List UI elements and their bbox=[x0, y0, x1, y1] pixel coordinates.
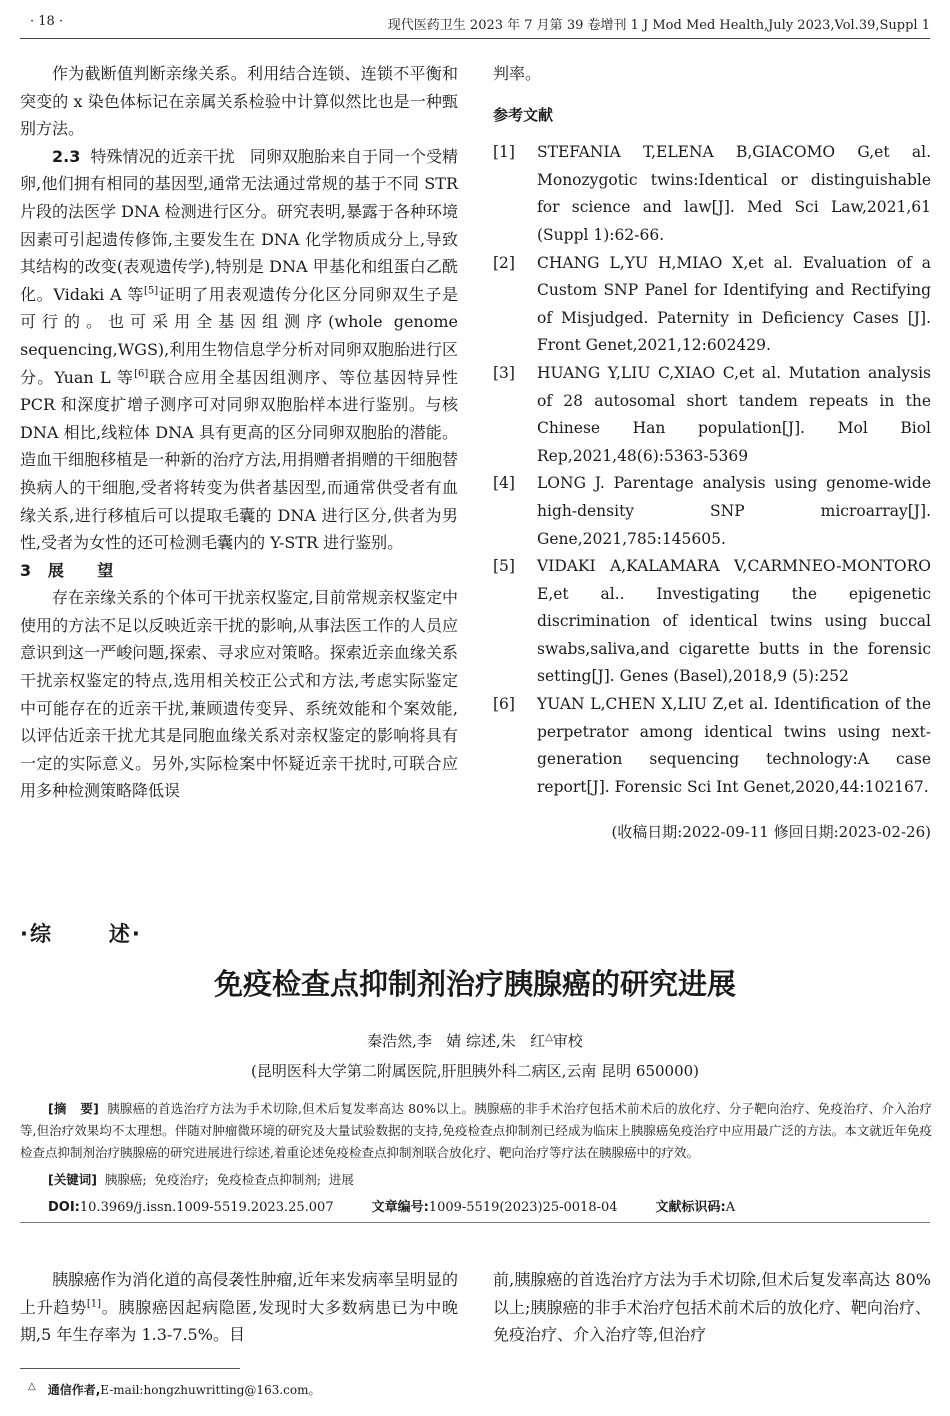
reference-item: [3] HUANG Y,LIU C,XIAO C,et al. Mutation analysis of 28 autosomal short tandem repeats in the Chinese Han population[J]. Mol Biol Rep,2021,48(6):5363-5369 bbox=[493, 363, 931, 465]
doi-value[interactable]: 10.3969/j.issn.1009-5519.2023.25.007 bbox=[79, 1200, 334, 1215]
reference-item: [2] CHANG L,YU H,MIAO X,et al. Evaluation of a Custom SNP Panel for Identifying and Rectifying of Misjudged. Paternity in Deficiency Cases [J]. Front Genet,2021,12:602429. bbox=[493, 253, 931, 355]
document-code: A bbox=[725, 1200, 736, 1215]
reference-item: [4] LONG J. Parentage analysis using genome-wide high-density SNP microarray[J]. Gene,2021,785:145605. bbox=[493, 474, 931, 548]
right-column bbox=[493, 60, 931, 847]
section-title: 特殊情况的近亲干扰 bbox=[90, 146, 235, 166]
reference-list bbox=[493, 139, 931, 801]
section-2-3 bbox=[20, 143, 458, 557]
section-number: 2.3 bbox=[52, 146, 81, 166]
keywords-label: [关键词] bbox=[48, 1172, 97, 1187]
abstract-label: [摘 要] bbox=[48, 1101, 99, 1116]
citation-1[interactable]: [1] bbox=[86, 1298, 102, 1310]
page-number: · 18 · bbox=[30, 14, 64, 29]
affiliation: (昆明医科大学第二附属医院,肝胆胰外科二病区,云南 昆明 650000) bbox=[250, 1062, 700, 1080]
abstract-text: 胰腺癌的首选治疗方法为手术切除,但术后复发率高达 80%以上。胰腺癌的非手术治疗包括术前术后的放化疗、分子靶向治疗、免疫治疗、介入治疗等,但治疗效果均不太理想。伴随对肿瘤微环境的研究及大量试验数据的支持,免疫检查点抑制剂已经成为临床上胰腺癌免疫治疗中应用最广泛的方法。本文就近年免疫检查点抑制剂治疗胰腺癌的研究进展进行综述,着重论述免疫检查点抑制剂联合放化疗、靶向治疗等疗法在胰腺癌中的疗效。 bbox=[20, 1101, 933, 1160]
reference-item: [6] YUAN L,CHEN X,LIU Z,et al. Identification of the perpetrator among identical twins using next-generation sequencing technology:A case report[J]. Forensic Sci Int Genet,2020,44:102167. bbox=[493, 695, 931, 796]
reference-item: [5] VIDAKI A,KALAMARA V,CARMNEO-MONTORO E,et al.. Investigating the epigenetic discrimination of identical twins using buccal swabs,saliva,and cigarette butts in the forensic setting[J]. Genes (Basel),2018,9 (5):252 bbox=[493, 557, 931, 686]
article-title: 免疫检查点抑制剂治疗胰腺癌的研究进展 bbox=[213, 967, 736, 1001]
section-tag: ·综 述· bbox=[20, 922, 142, 946]
received-dates: (收稿日期:2022-09-11 修回日期:2023-02-26) bbox=[611, 823, 931, 842]
footnote-rule bbox=[20, 1368, 240, 1369]
authors: 秦浩然,李 婧 综述,朱 红△审校 bbox=[367, 1032, 583, 1050]
header-rule bbox=[20, 38, 930, 39]
section-3-text: 存在亲缘关系的个体可干扰亲权鉴定,目前常规亲权鉴定中使用的方法不足以反映近亲干扰的影响,从事法医工作的人员应意识到这一严峻问题,探索、寻求应对策略。探索近亲血缘关系干扰亲权鉴定的特点,选用相关校正公式和方法,考虑实际鉴定中可能存在的近亲干扰,兼顾遗传变异、系统效能和个案效能,以评估近亲干扰尤其是同胞血缘关系对亲权鉴定的影响将具有一定的实际意义。另外,实际检案中怀疑近亲干扰时,可联合应用多种检测策略降低误 bbox=[20, 588, 458, 801]
left-column bbox=[20, 60, 458, 805]
section-text-c: 联合应用全基因组测序、等位基因特异性 PCR 和深度扩增子测序可对同卵双胞胎样本进行鉴别。与核 DNA 相比,线粒体 DNA 具有更高的区分同卵双胞胎的潜能。造血干细胞移植是一种新的治疗方法,用捐赠者捐赠的干细胞替换病人的干细胞,受者将转变为供者基因型,而通常供受者有血缘关系,进行移植后可以提取毛囊的 DNA 进行区分,供者为男性,受者为女性的还可检测毛囊内的 Y-STR 进行鉴别。 bbox=[20, 367, 458, 553]
contact-email[interactable]: E-mail:hongzhuwritting@163.com。 bbox=[100, 1383, 321, 1397]
paragraph-continuation: 判率。 bbox=[493, 64, 542, 83]
footnote: △ 通信作者,E-mail:hongzhuwritting@163.com。 bbox=[28, 1381, 321, 1397]
article-number: 1009-5519(2023)25-0018-04 bbox=[428, 1200, 618, 1215]
keywords bbox=[48, 1170, 354, 1188]
reference-item: [1] STEFANIA T,ELENA B,GIACOMO G,et al. Monozygotic twins:Identical or distinguishable for science and law[J]. Med Sci Law,2021,61 (Suppl 1):62-66. bbox=[493, 143, 931, 244]
running-header: 现代医药卫生 2023 年 7 月第 39 卷增刊 1 J Mod Med Health,July 2023,Vol.39,Suppl 1 bbox=[387, 18, 930, 33]
author-mark: △ bbox=[545, 1032, 553, 1043]
footnote-mark: △ bbox=[28, 1381, 36, 1392]
paragraph-kinship: 作为截断值判断亲缘关系。利用结合连锁、连锁不平衡和突变的 x 染色体标记在亲属关系检验中计算似然比也是一种甄别方法。 bbox=[20, 64, 458, 139]
citation-5[interactable]: [5] bbox=[144, 285, 159, 297]
abstract-rule bbox=[20, 1222, 930, 1223]
abstract bbox=[20, 1098, 932, 1164]
citation-6[interactable]: [6] bbox=[134, 368, 149, 380]
keywords-text: 胰腺癌; 免疫治疗; 免疫检查点抑制剂; 进展 bbox=[104, 1172, 354, 1187]
doi-line: DOI:10.3969/j.issn.1009-5519.2023.25.007 文章编号:1009-5519(2023)25-0018-04 文献标识码:A bbox=[48, 1200, 736, 1215]
section-3-heading: 3 展 望 bbox=[20, 560, 114, 580]
section-text-a: 同卵双胞胎来自于同一个受精卵,他们拥有相同的基因型,通常无法通过常规的基于不同 STR 片段的法医学 DNA 检测进行区分。研究表明,暴露于各种环境因素可引起遗传修饰,主要发生在 DNA 化学物质成分上,导致其结构的改变(表观遗传学),特别是 DNA 甲基化和组蛋白乙酰化。Vidaki A 等 bbox=[20, 146, 458, 304]
intro-right-column: 前,胰腺癌的首选治疗方法为手术切除,但术后复发率高达 80%以上;胰腺癌的非手术治疗包括术前术后的放化疗、靶向治疗、免疫治疗、介入治疗等,但治疗 bbox=[493, 1270, 931, 1345]
references-heading: 参考文献 bbox=[493, 105, 554, 124]
section-text-b: 证明了用表观遗传分化区分同卵双生子是可行的。也可采用全基因组测序(whole genome sequencing,WGS),利用生物信息学分析对同卵双胞胎进行区分。Yuan L 等 bbox=[20, 284, 458, 387]
intro-left-column: 胰腺癌作为消化道的高侵袭性肿瘤,近年来发病率呈明显的上升趋势[1]。胰腺癌因起病隐匿,发现时大多数病患已为中晚期,5 年生存率为 1.3-7.5%。目 bbox=[20, 1270, 458, 1345]
